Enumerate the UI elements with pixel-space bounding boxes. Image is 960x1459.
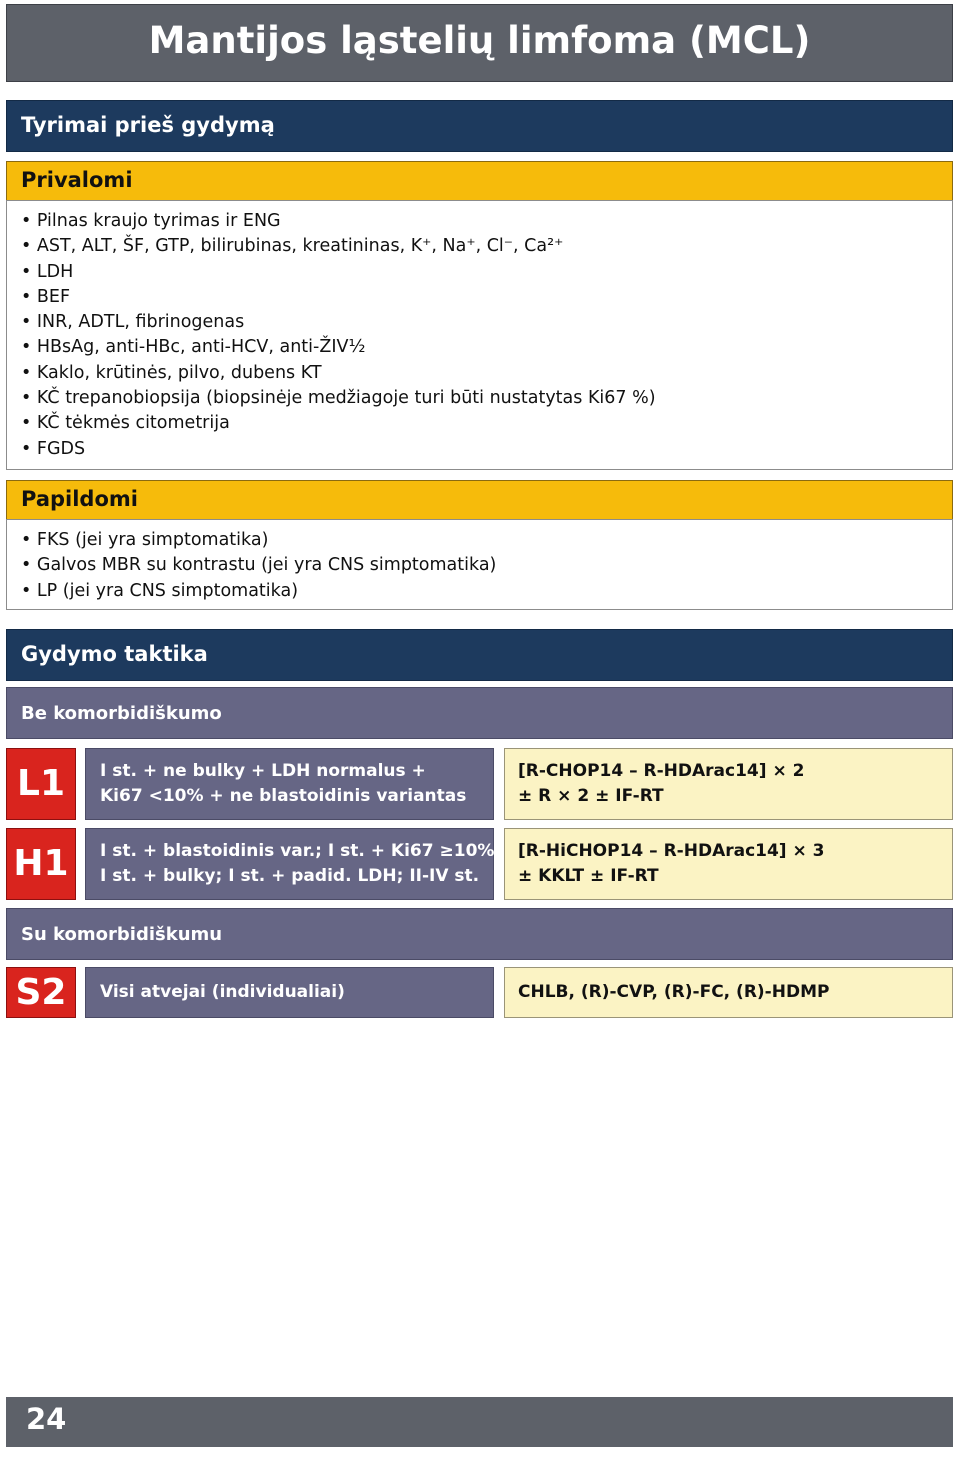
treatment-line: ± R × 2 ± IF-RT	[518, 786, 664, 806]
list-item: • Kaklo, krūtinės, pilvo, dubens KT	[21, 361, 952, 386]
footer-bar	[6, 1397, 953, 1447]
section-treatment-header: Gydymo taktika	[6, 629, 953, 681]
list-item: • INR, ADTL, fibrinogenas	[21, 310, 952, 335]
treatment-cell-h1	[504, 828, 953, 900]
treatment-line: [R-CHOP14 – R-HDArac14] × 2	[518, 761, 805, 781]
title-bar	[6, 4, 953, 82]
code-badge-l1: L1	[6, 748, 76, 820]
condition-line: Visi atvejai (individualiai)	[100, 982, 345, 1002]
treatment-line: ± KKLT ± IF-RT	[518, 866, 659, 886]
with-comorbidity-header: Su komorbidiškumu	[6, 908, 953, 960]
condition-cell-h1	[85, 828, 502, 900]
page-number: 24	[26, 1402, 67, 1436]
condition-line: Ki67 <10% + ne blastoidinis variantas	[100, 786, 467, 806]
no-comorbidity-header: Be komorbidiškumo	[6, 687, 953, 739]
list-item: • Pilnas kraujo tyrimas ir ENG	[21, 209, 952, 234]
condition-cell-l1	[85, 748, 494, 820]
list-item: • AST, ALT, ŠF, GTP, bilirubinas, kreatininas, K⁺, Na⁺, Cl⁻, Ca²⁺	[21, 234, 952, 259]
condition-line: I st. + ne bulky + LDH normalus +	[100, 761, 426, 781]
list-item: • Galvos MBR su kontrastu (jei yra CNS simptomatika)	[21, 553, 952, 578]
condition-line: I st. + bulky; I st. + padid. LDH; II-IV st.	[100, 866, 480, 886]
treatment-line: [R-HiCHOP14 – R-HDArac14] × 3	[518, 841, 825, 861]
code-badge-h1: H1	[6, 828, 76, 900]
mandatory-header: Privalomi	[6, 161, 953, 201]
additional-header: Papildomi	[6, 480, 953, 520]
list-item: • LDH	[21, 260, 952, 285]
list-item: • BEF	[21, 285, 952, 310]
condition-cell-s2	[85, 967, 494, 1018]
additional-list	[6, 519, 953, 610]
list-item: • FGDS	[21, 437, 952, 462]
list-item: • LP (jei yra CNS simptomatika)	[21, 579, 952, 604]
condition-line: I st. + blastoidinis var.; I st. + Ki67 ≥10%;	[100, 841, 502, 861]
section-tests-header: Tyrimai prieš gydymą	[6, 100, 953, 152]
list-item: • KČ tėkmės citometrija	[21, 411, 952, 436]
code-badge-s2: S2	[6, 967, 76, 1018]
list-item: • HBsAg, anti-HBc, anti-HCV, anti-ŽIV½	[21, 335, 952, 360]
treatment-cell-s2	[504, 967, 953, 1018]
list-item: • KČ trepanobiopsija (biopsinėje medžiagoje turi būti nustatytas Ki67 %)	[21, 386, 952, 411]
treatment-cell-l1	[504, 748, 953, 820]
mandatory-list	[6, 200, 953, 470]
list-item: • FKS (jei yra simptomatika)	[21, 528, 952, 553]
page-title: Mantijos ląstelių limfoma (MCL)	[148, 19, 811, 62]
treatment-line: CHLB, (R)-CVP, (R)-FC, (R)-HDMP	[518, 982, 830, 1002]
